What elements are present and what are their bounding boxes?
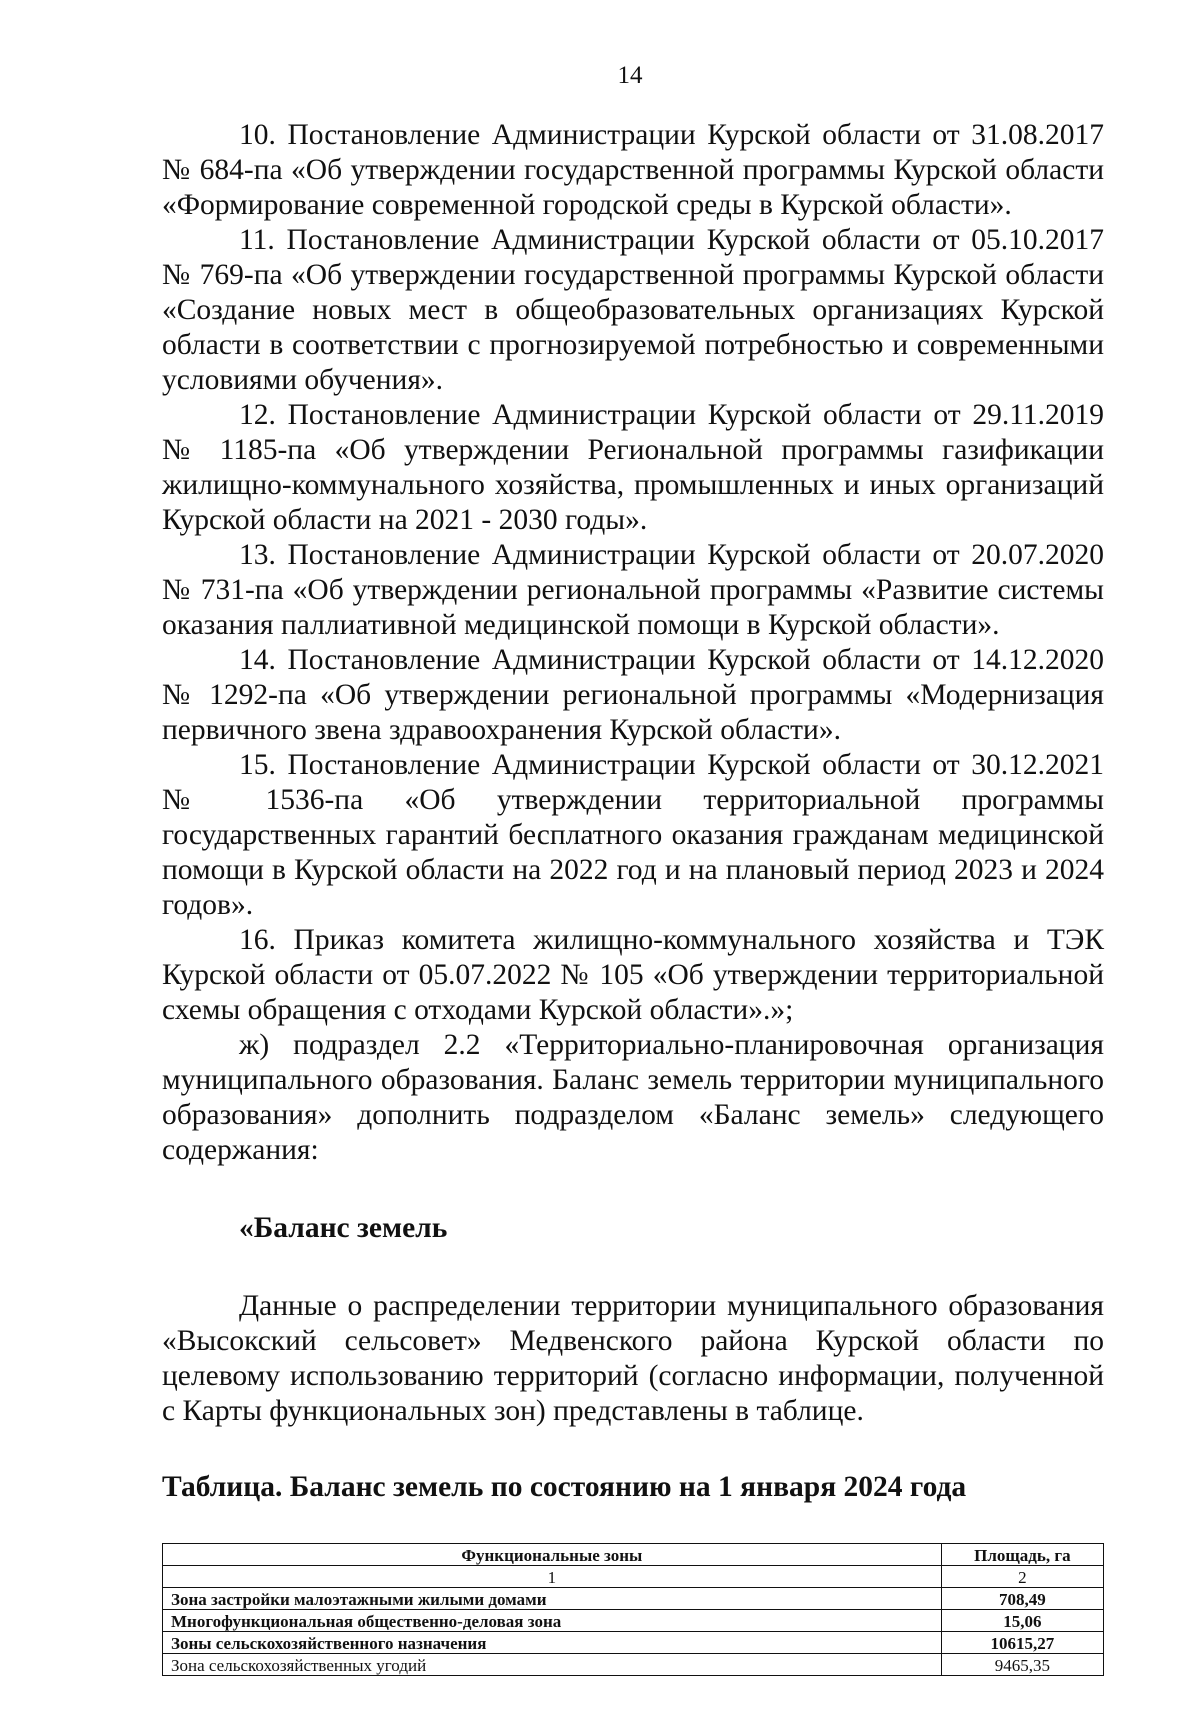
column-number-1: 1 (163, 1566, 942, 1588)
paragraph-item-12: 12. Постановление Администрации Курской области от 29.11.2019 № 1185-па «Об утверждении Региональной программы газификации жилищно-коммунального хозяйства, промышленных и иных организаций Курской области на 2021 - 2030 годы». (162, 399, 1104, 536)
zone-cell: Многофункциональная общественно-деловая зона (163, 1610, 942, 1632)
paragraph-item-14: 14. Постановление Администрации Курской области от 14.12.2020 № 1292-па «Об утверждении региональной программы «Модернизация первичного звена здравоохранения Курской области». (162, 644, 1104, 746)
table-row (163, 1632, 1104, 1654)
column-number-2: 2 (941, 1566, 1103, 1588)
zone-cell: Зоны сельскохозяйственного назначения (163, 1632, 942, 1654)
table-title: Таблица. Баланс земель по состоянию на 1 января 2024 года (162, 1471, 967, 1503)
area-cell: 708,49 (941, 1588, 1103, 1610)
paragraph-item-15: 15. Постановление Администрации Курской области от 30.12.2021 № 1536-па «Об утверждении территориальной программы государственных гарантий бесплатного оказания гражданам медицинской помощи в Курской области на 2022 год и на плановый период 2023 и 2024 годов». (162, 749, 1104, 921)
land-balance-table (162, 1543, 1104, 1676)
header-functional-zones: Функциональные зоны (163, 1544, 942, 1566)
paragraph-item-13: 13. Постановление Администрации Курской области от 20.07.2020 № 731-па «Об утверждении региональной программы «Развитие системы оказания паллиативной медицинской помощи в Курской области». (162, 539, 1104, 641)
area-cell: 15,06 (941, 1610, 1103, 1632)
document-body (162, 118, 1104, 1676)
zone-cell: Зона сельскохозяйственных угодий (163, 1654, 942, 1676)
header-area: Площадь, га (941, 1544, 1103, 1566)
paragraph-item-10: 10. Постановление Администрации Курской области от 31.08.2017 № 684-па «Об утверждении государственной программы Курской области «Формирование современной городской среды в Курской области». (162, 119, 1104, 221)
paragraph-item-11: 11. Постановление Администрации Курской области от 05.10.2017 № 769-па «Об утверждении государственной программы Курской области «Создание новых мест в общеобразовательных организациях Курской области в соответствии с прогнозируемой потребностью и современными условиями обучения». (162, 224, 1104, 396)
table-column-numbers-row (163, 1566, 1104, 1588)
area-cell: 9465,35 (941, 1654, 1103, 1676)
table-header-row (163, 1544, 1104, 1566)
page-number: 14 (617, 62, 643, 89)
paragraph-item-16: 16. Приказ комитета жилищно-коммунального хозяйства и ТЭК Курской области от 05.07.2022 № 105 «Об утверждении территориальной схемы обращения с отходами Курской области».»; (162, 924, 1104, 1026)
table-row (163, 1654, 1104, 1676)
paragraph-subsection-zh: ж) подраздел 2.2 «Территориально-планировочная организация муниципального образования. Баланс земель территории муниципального образования» дополнить подразделом «Баланс земель» следующего содержания: (162, 1029, 1104, 1166)
table-row (163, 1610, 1104, 1632)
zone-cell: Зона застройки малоэтажными жилыми домами (163, 1588, 942, 1610)
data-description-paragraph: Данные о распределении территории муниципального образования «Высокский сельсовет» Медвенского района Курской области по целевому использованию территорий (согласно информации, полученной с Карты функциональных зон) представлены в таблице. (162, 1290, 1104, 1427)
table-row (163, 1588, 1104, 1610)
area-cell: 10615,27 (941, 1632, 1103, 1654)
section-heading: «Баланс земель (239, 1212, 448, 1244)
